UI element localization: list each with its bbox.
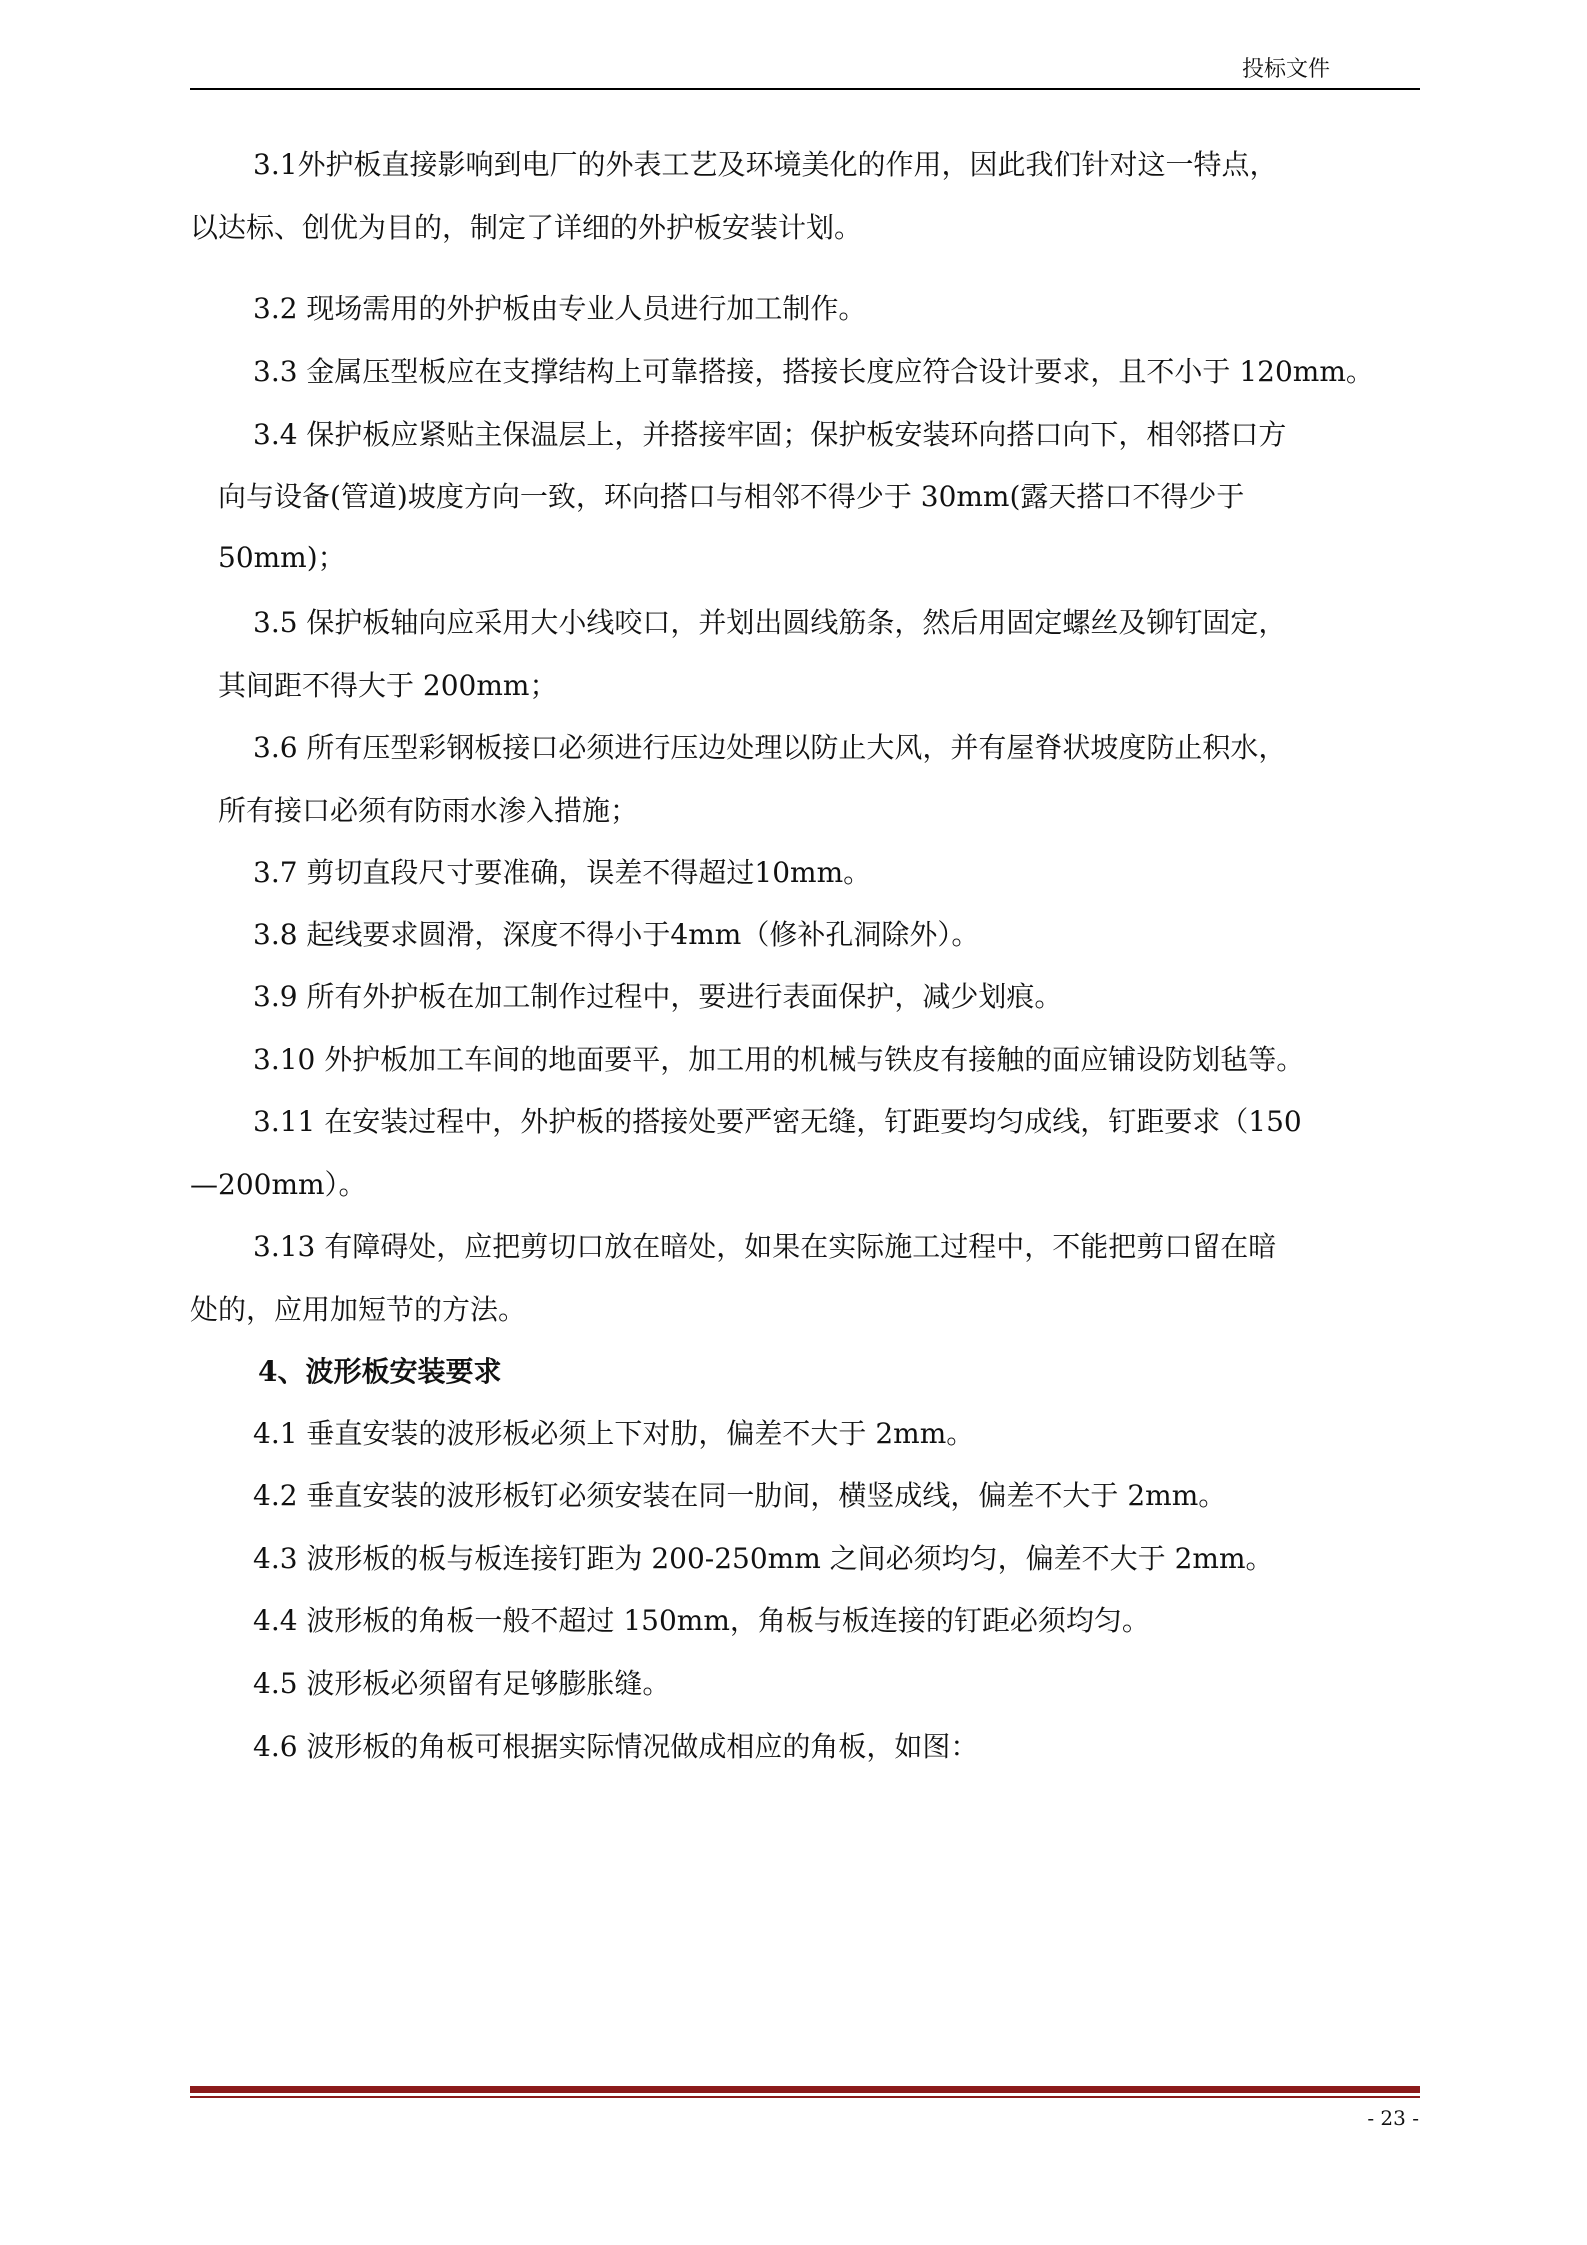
paragraph-line: 所有接口必须有防雨水渗入措施； xyxy=(218,794,639,827)
paragraph-line: 3.5 保护板轴向应采用大小线咬口，并划出圆线筋条，然后用固定螺丝及铆钉固定， xyxy=(253,606,1287,639)
paragraph-line: 3.4 保护板应紧贴主保温层上，并搭接牢固；保护板安装环向搭口向下，相邻搭口方 xyxy=(253,418,1287,451)
paragraph-line: 3.9 所有外护板在加工制作过程中，要进行表面保护，减少划痕。 xyxy=(253,980,1063,1013)
paragraph-line: 处的，应用加短节的方法。 xyxy=(190,1293,527,1326)
paragraph-line: 3.8 起线要求圆滑，深度不得小于4mm（修补孔洞除外）。 xyxy=(253,918,980,951)
paragraph-line: 其间距不得大于 200mm； xyxy=(218,669,558,702)
footer-rule xyxy=(190,2086,1420,2093)
paragraph-line: 3.13 有障碍处，应把剪切口放在暗处，如果在实际施工过程中，不能把剪口留在暗 xyxy=(253,1230,1277,1263)
paragraph-line: 4.2 垂直安装的波形板钉必须安装在同一肋间，横竖成线，偏差不大于 2mm。 xyxy=(253,1479,1227,1512)
paragraph-line: 3.7 剪切直段尺寸要准确，误差不得超过10mm。 xyxy=(253,856,872,889)
header-rule xyxy=(190,88,1420,90)
paragraph-line: 3.11 在安装过程中，外护板的搭接处要严密无缝，钉距要均匀成线，钉距要求（150 xyxy=(253,1105,1302,1138)
paragraph-line: —200mm）。 xyxy=(190,1168,367,1201)
paragraph-line: 4.5 波形板必须留有足够膨胀缝。 xyxy=(253,1667,671,1700)
paragraph-line: 3.6 所有压型彩钢板接口必须进行压边处理以防止大风，并有屋脊状坡度防止积水， xyxy=(253,731,1287,764)
page-number: - 23 - xyxy=(1367,2106,1419,2130)
paragraph-line: 3.3 金属压型板应在支撑结构上可靠搭接，搭接长度应符合设计要求，且不小于 120mm。 xyxy=(253,355,1374,388)
paragraph-line: 50mm)； xyxy=(218,541,346,574)
paragraph-line: 向与设备(管道)坡度方向一致，环向搭口与相邻不得少于 30mm(露天搭口不得少于 xyxy=(218,480,1245,513)
header-title: 投标文件 xyxy=(1241,57,1330,82)
paragraph-line: 4.4 波形板的角板一般不超过 150mm，角板与板连接的钉距必须均匀。 xyxy=(253,1604,1150,1637)
paragraph-line: 以达标、创优为目的，制定了详细的外护板安装计划。 xyxy=(190,211,863,244)
paragraph-line: 4.1 垂直安装的波形板必须上下对肋，偏差不大于 2mm。 xyxy=(253,1417,975,1450)
paragraph-line: 4.3 波形板的板与板连接钉距为 200-250mm 之间必须均匀，偏差不大于 2mm。 xyxy=(253,1542,1274,1575)
footer-rule-thin xyxy=(190,2096,1420,2098)
paragraph-line: 3.1外护板直接影响到电厂的外表工艺及环境美化的作用，因此我们针对这一特点， xyxy=(253,148,1278,181)
paragraph-line: 4.6 波形板的角板可根据实际情况做成相应的角板，如图： xyxy=(253,1730,979,1763)
paragraph-line: 3.10 外护板加工车间的地面要平，加工用的机械与铁皮有接触的面应铺设防划毡等。 xyxy=(253,1043,1305,1076)
paragraph-line: 3.2 现场需用的外护板由专业人员进行加工制作。 xyxy=(253,292,867,325)
page-header xyxy=(190,50,1420,90)
section-heading: 4、波形板安装要求 xyxy=(258,1355,502,1388)
